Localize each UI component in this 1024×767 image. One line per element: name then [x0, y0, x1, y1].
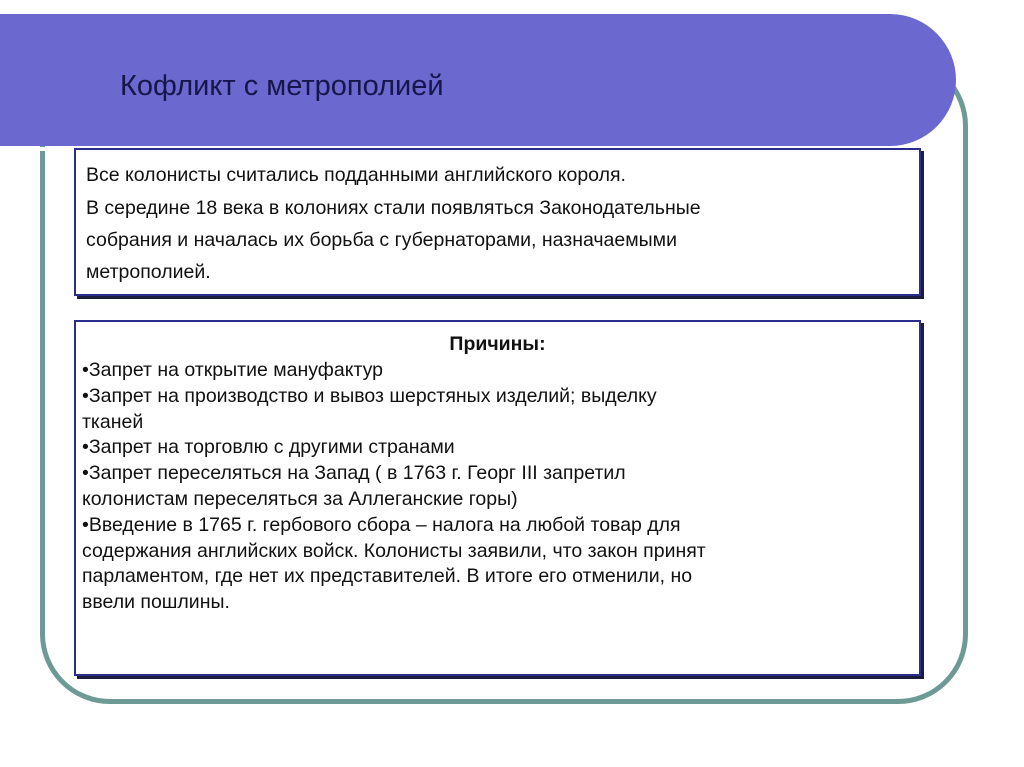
intro-line: метрополией. — [86, 261, 211, 283]
cause-line: колонистам переселяться за Аллеганские горы) — [82, 487, 518, 510]
cause-line: •Запрет переселяться на Запад ( в 1763 г. Георг III запретил — [82, 462, 626, 485]
intro-textbox — [74, 148, 921, 296]
causes-textbox — [74, 320, 921, 676]
intro-line: собрания и началась их борьба с губернаторами, назначаемыми — [86, 229, 677, 251]
intro-line: В середине 18 века в колониях стали появляться Законодательные — [86, 197, 701, 219]
intro-line: Все колонисты считались подданными английского короля. — [86, 164, 626, 186]
slide-title: Кофликт с метрополией — [120, 70, 444, 102]
cause-line: содержания английских войск. Колонисты заявили, что закон принят — [82, 539, 706, 562]
cause-line: парламентом, где нет их представителей. В итоге его отменили, но — [82, 565, 693, 588]
cause-line: •Введение в 1765 г. гербового сбора – налога на любой товар для — [82, 513, 681, 536]
causes-heading: Причины: — [449, 333, 546, 355]
cause-line: тканей — [82, 410, 144, 433]
cause-line: ввели пошлины. — [82, 591, 230, 614]
cause-line: •Запрет на открытие мануфактур — [82, 359, 383, 381]
title-band — [0, 14, 956, 146]
cause-line: •Запрет на производство и вывоз шерстяных изделий; выделку — [82, 384, 657, 407]
cause-line: •Запрет на торговлю с другими странами — [82, 436, 455, 459]
